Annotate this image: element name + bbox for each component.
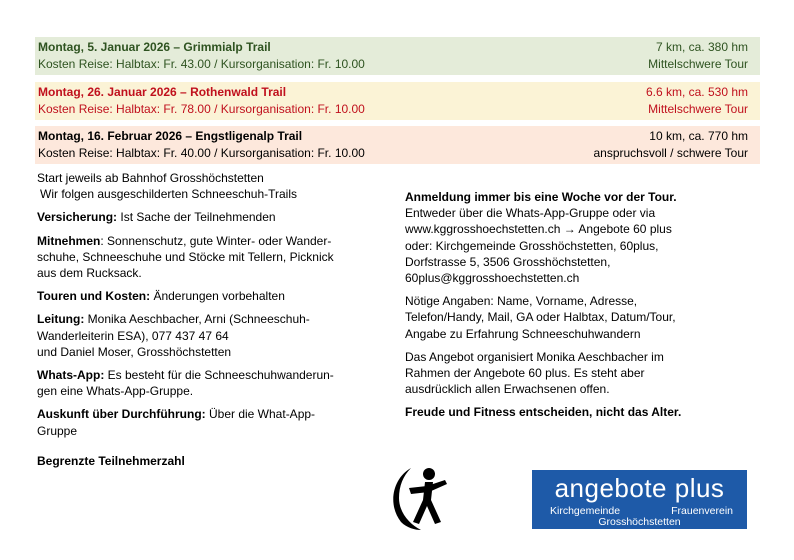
lead-text: Monika Aeschbacher, Arni (Schneeschuh- [84,312,310,327]
signup-text: oder: Kirchgemeinde Grosshöchstetten, 60plus, [405,238,659,253]
info-label: Auskunft über Durchführung: [37,407,206,422]
left-column [37,170,389,476]
lead-text: Wanderleiterin ESA), 077 437 47 64 [37,328,229,343]
right-column [405,189,750,428]
tours-label: Touren und Kosten: [37,289,151,304]
required-text: Telefon/Handy, Mail, GA oder Halbtax, Datum/Tour, [405,310,676,325]
whatsapp-label: Whats-App: [37,368,105,383]
tour-distance: 7 km, ca. 380 hm [655,40,748,54]
logo-sub-bottom: Grosshöchstetten [598,516,681,528]
logo-sub-right: Frauenverein [671,505,733,517]
start-line: Start jeweils ab Bahnhof Grosshöchstetten [37,171,264,185]
tour-banner-engstligenalp [35,126,760,164]
whatsapp-text: gen eine Whats-App-Gruppe. [37,384,194,399]
tour-distance: 10 km, ca. 770 hm [649,129,748,143]
gear-info [37,233,389,282]
tour-distance: 6.6 km, ca. 530 hm [645,85,748,99]
motto-info [405,404,750,420]
trail-line: Wir folgen ausgeschilderten Schneeschuh-Trails [40,187,298,202]
limit-info [37,453,389,469]
tour-costs: Kosten Reise: Halbtax: Fr. 40.00 / Kursorganisation: Fr. 10.00 [38,146,365,160]
offer-text: Das Angebot organisiert Monika Aeschbacher im [405,349,664,364]
gear-label: Mitnehmen [37,233,101,248]
offer-info [405,349,750,398]
tour-level: Mittelschwere Tour [648,57,748,71]
tour-level: anspruchsvoll / schwere Tour [593,146,748,160]
signup-text: Entweder über die Whats-App-Gruppe oder via [405,206,656,221]
info-section [37,406,389,438]
tours-info [37,288,389,304]
info-text: Über die What-App- [205,407,316,422]
offer-text: Rahmen der Angebote 60 plus. Es steht aber [405,366,645,381]
signup-info [405,189,750,286]
lead-info [37,311,389,360]
start-info [37,170,389,202]
tour-banner-grimmialp [35,37,760,75]
figure-logo-icon [385,460,457,532]
required-text: Angabe zu Erfahrung Schneeschuhwandern [405,326,641,341]
signup-email[interactable]: 60plus@kggrosshoechstetten.ch [405,271,580,286]
tour-title: Montag, 16. Februar 2026 – Engstligenalp Trail [38,129,303,143]
tour-banner-rothenwald [35,82,760,120]
logo-sub-left: Kirchgemeinde [550,505,621,517]
gear-text: aus dem Rucksack. [37,266,142,281]
gear-text: schuhe, Schneeschuhe und Stöcke mit Tellern, Picknick [37,249,334,264]
angebote-plus-logo [532,470,747,529]
tours-text: Änderungen vorbehalten [150,289,285,304]
tour-costs: Kosten Reise: Halbtax: Fr. 43.00 / Kursorganisation: Fr. 10.00 [38,57,365,71]
tour-title: Montag, 5. Januar 2026 – Grimmialp Trail [38,40,271,54]
lead-label: Leitung: [37,312,85,327]
tour-costs: Kosten Reise: Halbtax: Fr. 78.00 / Kursorganisation: Fr. 10.00 [38,102,365,116]
offer-text: ausdrücklich allen Erwachsenen offen. [405,382,610,397]
logo-main-text: angebote plus [554,473,725,503]
whatsapp-text: Es besteht für die Schneeschuhwanderun- [104,368,334,383]
tour-title: Montag, 26. Januar 2026 – Rothenwald Trail [38,85,287,99]
signup-address: Dorfstrasse 5, 3506 Grosshöchstetten, [405,254,611,269]
insurance-label: Versicherung: [37,210,118,225]
insurance-text: Ist Sache der Teilnehmenden [117,210,276,225]
lead-text: und Daniel Moser, Grosshöchstetten [37,344,232,359]
required-info [405,293,750,342]
gear-text: : Sonnenschutz, gute Winter- oder Wander- [100,233,332,248]
signup-heading: Anmeldung immer bis eine Woche vor der Tour. [405,190,677,204]
insurance-info [37,209,389,225]
limit-text: Begrenzte Teilnehmerzahl [37,453,185,468]
whatsapp-info [37,367,389,399]
signup-link[interactable]: www.kggrosshoechstetten.ch → Angebote 60 plus [405,222,672,237]
tour-level: Mittelschwere Tour [648,102,748,116]
motto-text: Freude und Fitness entscheiden, nicht das Alter. [405,405,682,420]
info-text: Gruppe [37,423,78,438]
required-text: Nötige Angaben: Name, Vorname, Adresse, [405,294,638,309]
